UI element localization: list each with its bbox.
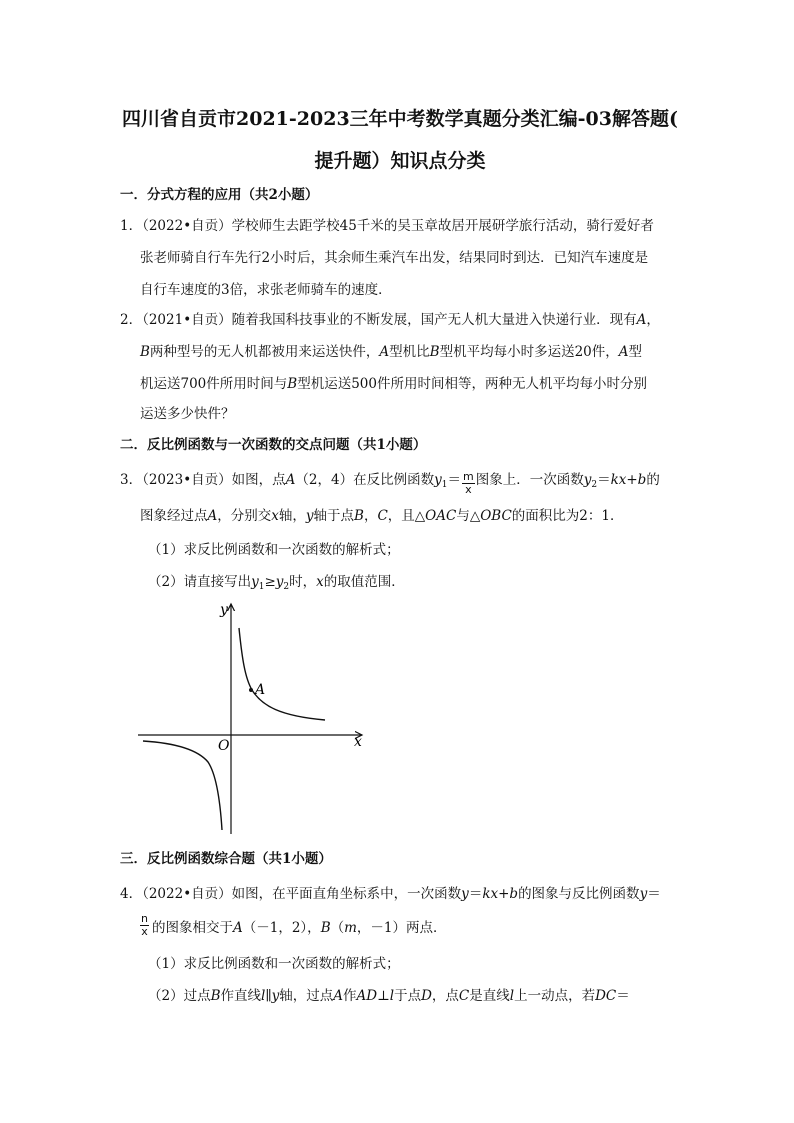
section-heading-3: 三．反比例函数综合题（共1小题） [120,851,332,867]
hyperbola-branch-lower [143,741,222,830]
section-heading-2: 二．反比例函数与一次函数的交点问题（共1小题） [120,437,427,453]
q2-line2: B两种型号的无人机都被用来运送快件，A型机比B型机平均每小时多运送20件，A型 [140,344,643,360]
q3-line2: 图象经过点A，分别交x轴，y轴于点B，C，且△OAC与△OBC的面积比为2：1． [140,508,624,524]
q3-part1: （1）求反比例函数和一次函数的解析式； [148,542,400,558]
q2-line3: 机运送700件所用时间与B型机运送500件所用时间相等，两种无人机平均每小时分别 [140,376,647,392]
q3-line1: 3．（2023•自贡）如图，点A（2，4）在反比例函数$y_1=$ $\frac{m}{x}$ 图象上．一次函数$y_2=kx+b$的 [120,470,660,496]
hyperbola-graph [130,598,370,838]
q1-line3: 自行车速度的3倍，求张老师骑车的速度． [140,282,392,298]
q3-part2: （2）请直接写出$y_1\ge y_2$时，x的取值范围． [148,574,405,592]
document-title-line1: 四川省自贡市2021-2023三年中考数学真题分类汇编-03解答题( [122,108,678,130]
point-a [249,688,253,692]
q2-line4: 运送多少快件？ [140,406,235,422]
fraction-n-over-x: $\frac{n}{x}$ [141,912,148,938]
q4-line2: 的图象相交于A（－1，2），B（m，－1）两点． [152,920,447,936]
hyperbola-branch-upper [239,628,325,720]
q4-part1: （1）求反比例函数和一次函数的解析式； [148,956,400,972]
section-heading-1: 一．分式方程的应用（共2小题） [120,187,319,203]
q1-line2: 张老师骑自行车先行2小时后，其余师生乘汽车出发，结果同时到达．已知汽车速度是 [140,250,649,266]
y-axis-label: y [220,602,228,618]
q2-line1: 2．（2021•自贡）随着我国科技事业的不断发展，国产无人机大量进入快递行业．现有A， [120,312,660,328]
q1-line1: 1．（2022•自贡）学校师生去距学校45千米的吴玉章故居开展研学旅行活动，骑行爱好者 [120,218,654,234]
x-axis-label: x [354,734,362,750]
point-a-label: A [255,682,266,698]
fraction-m-over-x: $\frac{m}{x}$ [462,470,474,496]
document-title-line2: 提升题）知识点分类 [314,150,486,172]
origin-label: O [218,738,230,754]
q4-line1: 4．（2022•自贡）如图，在平面直角坐标系中，一次函数y＝kx+b的图象与反比例函数y＝ [120,886,661,902]
q4-part2: （2）过点B作直线l∥y轴，过点A作AD⊥l于点D，点C是直线l上一动点，若DC＝ [148,988,630,1004]
